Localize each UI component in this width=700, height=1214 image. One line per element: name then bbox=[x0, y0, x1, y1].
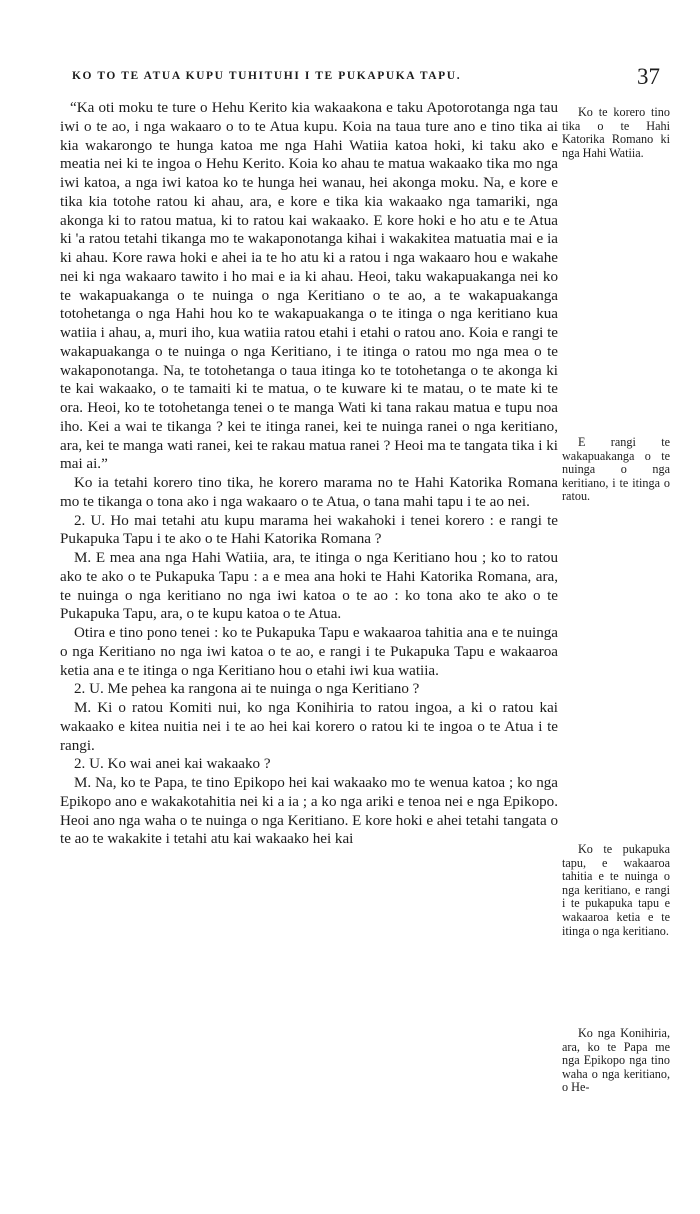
paragraph-question: 2. U. Ho mai tetahi atu kupu marama hei wakahoki i tenei korero : e rangi te Pukapuka Tapu i te ako o te Hahi Katorika Romana ? bbox=[60, 512, 558, 548]
paragraph-quote: “Ka oti moku te ture o Hehu Kerito kia wakaakona e taku Apotorotanga nga tau iwi o te ao, i nga wakaaro o to te Atua kupu. Koia na taua ture ano e tino tika ai kia wakarongo te hunga katoa me nga Hahi Watiia katoa hoki, ki taku ako e meatia nei ki te ingoa o Hehu Kerito. Koia ko ahau te matua wakaako tika mo nga iwi katoa, a nga iwi katoa ko te hunga hei wanau, hei akonga moku. Na, e kore e tika kia totohe ratou ki ahau, ara, e kore e tika kia wakaako nga tamariki, nga akonga ki to ratou matua, ki to ratou kai wakaako. E kore hoki e ho atu e te Atua ki 'a ratou tetahi tikanga mo te wakaponotanga kihai i wakakitea matuatia mai e ia ki ahau. Kore rawa hoki e ahei ia te ho atu ki a ratou i nga wakaaro hou e wakahe nei ki nga wakaaro tawito i ho mai e ia ki ahau. Heoi, taku wakapuakanga nei ko te wakapuakanga o te nuinga o nga Keritiano o te ao, a te wakapuakanga totohetanga o nga Hahi hou ko te wakapuakanga o te itinga o nga keritiano kua watiia i ahau, a, muri iho, kua watiia ratou etahi i etahi o ratou ano. Koia e rangi te wakapuakanga o te nuinga o nga Keritiano, i te itinga o ratou mo nga mea o te wakaponotanga. Na, te totohetanga o taua itinga ko te totohetanga o te akonga ki te kai wakaako, o te tamaiti ki te matua, o te kuware ki te matau, o te mate ki te ora. Heoi, ko te totohetanga tenei o te manga Wati ki tana rakau matua e tupu noa iho. Kei a wai te tikanga ? kei te itinga ranei, kei te nuinga ranei o nga keritiano, ara, kei te manga wati ranei, kei te rakau matua ranei ? Heoi ma te tangata tika i ki mai ai.” bbox=[60, 100, 558, 473]
page-number: 37 bbox=[637, 64, 660, 89]
page-header bbox=[60, 64, 660, 94]
margin-note-text: Ko te pukapuka tapu, e wakaaroa tahitia e te nuinga o nga keritiano, e rangi i te pukapuka tapu e wakaaroa ketia e te itinga o nga keritiano. bbox=[562, 842, 670, 938]
running-title: KO TO TE ATUA KUPU TUHITUHI I TE PUKAPUKA TAPU. bbox=[72, 70, 462, 82]
paragraph-question: 2. U. Me pehea ka rangona ai te nuinga o nga Keritiano ? bbox=[74, 681, 420, 698]
paragraph: Otira e tino pono tenei : ko te Pukapuka Tapu e wakaaroa tahitia ana e te nuinga o nga Keritiano no nga iwi katoa o te ao, e rangi i te Pukapuka Tapu e wakaaroa ketia ana e te itinga o nga Keritiano hou o etahi iwi kua watiia. bbox=[60, 625, 558, 679]
margin-note-text: Ko te korero tino tika o te Hahi Katorika Romano ki nga Hahi Watiia. bbox=[562, 105, 670, 160]
margin-note bbox=[562, 436, 670, 504]
margin-note bbox=[562, 843, 670, 938]
margin-note bbox=[562, 106, 670, 160]
margin-note-text: Ko nga Konihiria, ara, ko te Papa me nga Epikopo nga tino waha o nga keritiano, o He- bbox=[562, 1026, 670, 1095]
paragraph-answer: M. Na, ko te Papa, te tino Epikopo hei kai wakaako mo te wenua katoa ; ko nga Epikopo ano e wakakotahitia nei ki a ia ; a ko nga ariki e tenoa nei e nga Epikopo. Heoi ano nga waha o te nuinga o nga Keritiano. E kore hoki e ahei tetahi tangata o te ao te wakakite i tetahi atu kai wakaako hei kai bbox=[60, 775, 558, 848]
margin-note-text: E rangi te wakapuakanga o te nuinga o nga keritiano, i te itinga o ratou. bbox=[562, 435, 670, 504]
paragraph-answer: M. E mea ana nga Hahi Watiia, ara, te itinga o nga Keritiano hou ; ko to ratou ako te ako o te Pukapuka Tapu : a e mea ana hoki te Hahi Katorika Romana, ara, te nuinga o nga keritiano no nga iwi katoa o te ao : ko tona ako te ako o te Pukapuka Tapu, ara, o te kupu katoa o te Atua. bbox=[60, 550, 558, 623]
paragraph: Ko ia tetahi korero tino tika, he korero marama no te Hahi Katorika Romana mo te tikanga o tona ako i nga wakaaro o te Atua, o tana mahi tapu i te ao nei. bbox=[60, 475, 558, 510]
paragraph-question: 2. U. Ko wai anei kai wakaako ? bbox=[74, 756, 271, 773]
margin-note bbox=[562, 1027, 670, 1095]
main-text bbox=[60, 99, 558, 849]
paragraph-answer: M. Ki o ratou Komiti nui, ko nga Konihiria to ratou ingoa, a ki o ratou kai wakaako e kitea nuitia nei i te ao hei kai korero o ratou ki te ingoa o te Atua i te rangi. bbox=[60, 700, 558, 754]
